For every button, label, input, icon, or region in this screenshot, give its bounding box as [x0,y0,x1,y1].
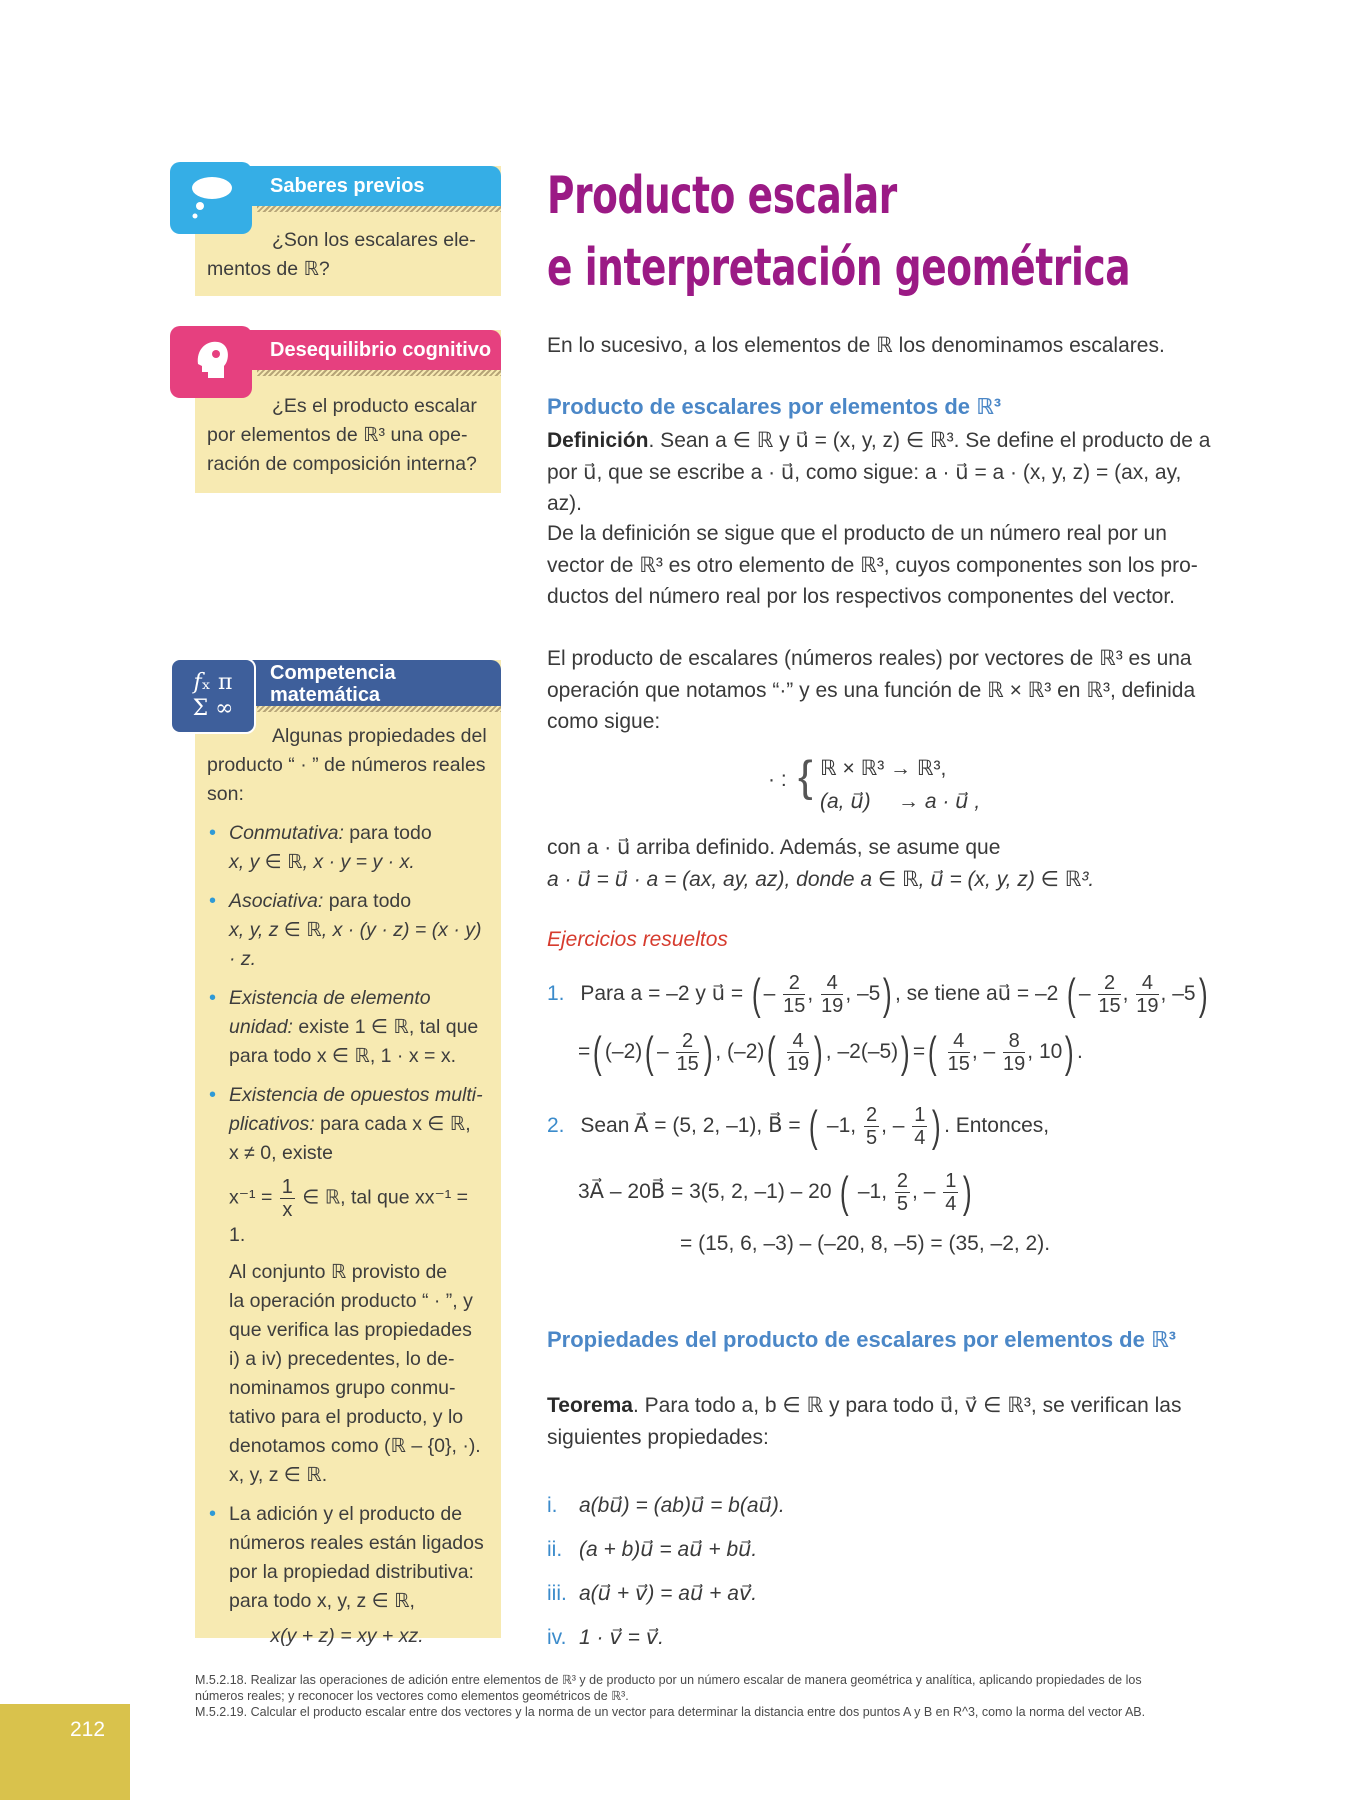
property-text: para todo [343,822,432,844]
property-text: para cada x ∈ ℝ, [314,1113,471,1135]
saberes-previos-text [207,226,487,284]
section-heading-product: Producto de escalares por elementos de ℝ³ [547,394,1002,419]
paren: ( [767,1027,777,1077]
definition-text: por u⃗, que se escribe a · u⃗, como sigue: a · u⃗ = a · (x, y, z) = (ax, ay, az). [547,460,1182,515]
example-2-line-3: = (15, 6, –3) – (–20, 8, –5) = (35, –2, 2). [680,1232,1051,1255]
property-name: plicativos: [229,1113,315,1135]
fraction [787,1030,809,1075]
property-formula: x, y ∈ ℝ, x · y = y · x. [229,851,415,873]
property-number: i. [547,1494,558,1517]
fraction-denominator: 4 [914,1127,926,1149]
fraction-numerator: 2 [1098,972,1120,995]
saberes-text-line: mentos de ℝ? [207,258,330,280]
group-paragraph [229,1258,487,1490]
distributive-formula: x(y + z) = xy + xz. [270,1625,424,1647]
fraction-numerator: 2 [676,1030,698,1053]
paren: ) [814,1027,823,1077]
definition-paragraph [547,425,1212,520]
paren: ) [901,1027,910,1077]
sign: – [1078,982,1091,1006]
footnote-line: números reales; y reconocer los vectores como elementos geométricos de ℝ³. [195,1689,629,1703]
text-line: El producto de escalares (números reales) por vectores de ℝ³ es una [547,647,1192,670]
title-line: Producto escalar [547,166,897,226]
paren: ) [1065,1027,1075,1077]
text-line: vector de ℝ³ es otro elemento de ℝ³, cuyos componentes son los pro- [547,553,1198,577]
fraction-numerator: 4 [821,972,843,995]
header-stripe [257,370,501,376]
fraction-denominator: 15 [947,1053,970,1075]
fraction-denominator: 15 [676,1053,699,1075]
text-line: como sigue: [547,710,661,733]
fraction-numerator: 2 [896,1170,909,1192]
property-formula: x ≠ 0, existe [229,1142,333,1164]
fraction-denominator: 15 [783,995,806,1017]
text-line: operación que notamos “·” y es una función de ℝ × ℝ³ en ℝ³, definida [547,678,1196,702]
fraction-denominator: 5 [896,1193,909,1215]
competencia-box [195,660,501,1647]
footnote-line: M.5.2.18. Realizar las operaciones de adición entre elementos de ℝ³ y de producto por un número escalar de manera geométrica y analítica, aplicando propiedades de los [195,1673,1142,1687]
fraction-numerator: 8 [1003,1030,1025,1053]
text-line: i) a iv) precedentes, lo de- [229,1348,455,1370]
fraction-denominator: 19 [786,1053,810,1075]
paren: ) [1198,969,1208,1019]
fraction [821,972,843,1017]
header-stripe [257,206,501,212]
text-line: x, y, z ∈ ℝ. [229,1464,328,1486]
assumption-line: con a · u⃗ arriba definido. Además, se asume que [547,836,1001,859]
paren: ) [932,1101,942,1151]
property-number: ii. [547,1538,563,1561]
theorem-text: siguientes propiedades: [547,1425,769,1449]
example-number: 1. [547,982,565,1006]
competencia-title-line: Competencia [270,662,396,684]
competencia-intro-line: Algunas propiedades del [272,725,487,747]
exercises-heading: Ejercicios resueltos [547,928,728,951]
property-name: Asociativa: [229,890,324,912]
property-name: Existencia de opuestos multi- [229,1084,483,1106]
map-line-2b: → a · u⃗ , [898,790,981,813]
fraction-numerator: 2 [865,1104,878,1126]
sign: – [656,1040,669,1064]
property-name: Conmutativa: [229,822,344,844]
property-distributive [207,1500,487,1616]
fraction-numerator: 4 [1136,972,1158,995]
paren: ) [703,1027,713,1077]
desequilibrio-text-line: por elementos de ℝ³ una ope- [207,424,468,446]
curriculum-footnote [195,1672,1210,1720]
fraction-denominator: 19 [1003,1053,1026,1075]
fraction [864,1104,879,1149]
text-line: De la definición se sigue que el producto de un número real por un [547,522,1167,545]
example-text: Sean A⃗ = (5, 2, –1), B⃗ = [580,1114,801,1138]
sign: – [983,1040,996,1064]
paren: ( [1067,969,1076,1019]
paragraph-consequence [547,518,1212,613]
example-text: se tiene au⃗ = –2 [906,982,1059,1006]
competencia-intro-line: son: [207,783,244,805]
saberes-previos-title: Saberes previos [270,175,425,197]
intro-paragraph: En lo sucesivo, a los elementos de ℝ los denominamos escalares. [547,334,1165,357]
map-symbol: · : [768,768,787,791]
property-name: Existencia de elemento [229,987,431,1009]
footnote-line: M.5.2.19. Calcular el producto escalar entre dos vectores y la norma de un vector para determinar la distancia entre dos puntos A y B en R^3, como la norma del vector AB. [195,1705,1146,1719]
paren: ) [883,969,893,1019]
theorem-paragraph [547,1390,1212,1453]
property-commutative [207,819,487,877]
equals: = [578,1040,591,1064]
fraction-numerator: 4 [787,1030,809,1053]
example-text: Para a = –2 y u⃗ = [580,982,744,1006]
section-heading-properties: Propiedades del producto de escalares por elementos de ℝ³ [547,1327,1176,1352]
paragraph-assumption [547,832,1212,895]
formula-part: x⁻¹ = [229,1186,273,1209]
competencia-title-line: matemática [270,684,381,706]
text-line: ductos del número real por los respectivos componentes del vector. [547,585,1176,608]
title-line: e interpretación geométrica [547,238,1131,298]
inverse-formula [229,1176,487,1250]
formula-part: ∈ ℝ, tal que xx⁻¹ = 1. [229,1186,469,1246]
property-formula: 1 · v⃗ = v⃗. [579,1626,664,1649]
sign: – [763,982,776,1006]
fraction-denominator: x [282,1199,293,1221]
property-formula: a(u⃗ + v⃗) = au⃗ + av⃗. [579,1582,758,1605]
assumption-line: a · u⃗ = u⃗ · a = (ax, ay, az), donde a ∈ ℝ, u⃗ = (x, y, z) ∈ ℝ³. [547,867,1095,891]
left-brace: { [798,752,813,801]
fraction-numerator: 2 [783,972,805,995]
text-line: denotamos como (ℝ – {0}, ·). [229,1435,481,1457]
desequilibrio-text-line: ración de composición interna? [207,453,477,475]
property-text: para todo [323,890,412,912]
definition-text: . Sean a ∈ ℝ y u⃗ = (x, y, z) ∈ ℝ³. Se define el producto de a [648,429,1211,452]
fraction [280,1176,295,1221]
fraction [943,1170,958,1215]
fraction-numerator: 1 [945,1170,957,1192]
fraction-numerator: 1 [914,1104,926,1126]
text-line: tativo para el producto, y lo [229,1406,464,1428]
text-line: • La adición y el producto de [229,1503,463,1525]
paren: ( [645,1027,655,1077]
property-item [547,1572,1147,1616]
page-number: 212 [70,1718,106,1741]
competencia-text [207,722,487,1651]
fraction [912,1104,927,1149]
text-line: para todo x, y, z ∈ ℝ, [229,1590,415,1612]
property-number: iii. [547,1582,567,1605]
fraction [948,1030,970,1075]
property-text: existe 1 ∈ ℝ, tal que [292,1016,479,1038]
competencia-title [270,662,396,706]
competencia-intro-line: producto “ · ” de números reales [207,754,486,776]
fraction-denominator: 5 [865,1127,878,1149]
property-item [547,1528,1147,1572]
text-line: que verifica las propiedades [229,1319,472,1341]
desequilibrio-title: Desequilibrio cognitivo [270,339,492,361]
text-line: por la propiedad distributiva: [229,1561,474,1583]
fraction [895,1170,910,1215]
paragraph-function [547,643,1212,738]
paren: ) [963,1167,973,1217]
fraction [1003,1030,1025,1075]
fraction [1098,972,1120,1017]
property-associative [207,887,487,974]
example-number: 2. [547,1114,565,1138]
saberes-text-line: ¿Son los escalares ele- [272,229,476,251]
fraction-denominator: 15 [1098,995,1121,1017]
properties-list [547,1484,1147,1660]
example-2-line-1: 2. Sean A⃗ = (5, 2, –1), B⃗ = ( –1, $\frac{2}{5}$ , – $\frac{1}{4}$ ) . Entonces, [547,1101,1050,1151]
property-formula: (a + b)u⃗ = au⃗ + bu⃗. [579,1538,758,1561]
desequilibrio-text-line: ¿Es el producto escalar [272,395,477,417]
property-inverse [207,1081,487,1490]
definition-label: Definición [547,429,649,452]
fraction-denominator: 19 [1136,995,1159,1017]
fraction-denominator: 4 [945,1193,957,1215]
desequilibrio-text [207,392,487,479]
math-symbols-icon: 𝑓ₓ π Σ ∞ [170,658,256,734]
text-line: números reales están ligados [229,1532,484,1554]
property-item [547,1616,1147,1660]
fraction [676,1030,698,1075]
example-1-line-2: =( (–2)( – $\frac{2}{15}$ ) , (–2)( $\frac{4}{19}$ ) , –2(–5)) =( $\frac{4}{15}$ , – $\frac{8}{19}$ , 10) . [578,1027,1083,1077]
example-1-line-1: 1. Para a = –2 y u⃗ = ( – $\frac{2}{15}$ , $\frac{4}{19}$ , –5) , se tiene au⃗ = –2 ( – $\frac{2}{15}$ , $\frac{4}{19}$ , –5) [547,969,1208,1019]
property-formula: para todo x ∈ ℝ, 1 · x = x. [229,1045,456,1067]
paren: ( [593,1027,602,1077]
page-number-bar [0,1704,130,1800]
sign: – [892,1114,905,1138]
head-profile-icon [170,326,252,398]
text-line: nominamos grupo conmu- [229,1377,456,1399]
text-line: la operación producto “ · ”, y [229,1290,473,1312]
map-line-2a: (a, u⃗) [820,790,871,813]
paren: ( [840,1167,850,1217]
sign: – [923,1180,936,1204]
example-text: . Entonces, [944,1114,1050,1138]
fraction-denominator: 19 [821,995,844,1017]
property-item [547,1484,1147,1528]
property-identity [207,984,487,1071]
paren: ( [928,1027,937,1077]
fraction [1136,972,1158,1017]
fraction-numerator: 4 [948,1030,970,1053]
header-stripe [257,706,501,712]
fraction-numerator: 1 [281,1176,293,1198]
theorem-text: . Para todo a, b ∈ ℝ y para todo u⃗, v⃗ ∈ ℝ³, se verifican las [632,1394,1182,1417]
property-formula: x, y, z ∈ ℝ, x · (y · z) = (x · y) · z. [229,919,482,970]
property-formula: a(bu⃗) = (ab)u⃗ = b(au⃗). [579,1494,785,1517]
paren: ( [751,969,761,1019]
text-line: Al conjunto ℝ provisto de [229,1261,448,1283]
map-line-1: ℝ × ℝ³ → ℝ³, [820,757,947,780]
paren: ( [809,1101,819,1151]
page-title [547,160,1130,304]
property-name: unidad: [229,1016,293,1038]
property-number: iv. [547,1626,567,1649]
example-2-line-2: 3A⃗ – 20B⃗ = 3(5, 2, –1) – 20 ( –1, $\frac{2}{5}$ , – $\frac{1}{4}$ ) [578,1167,973,1217]
fraction [783,972,805,1017]
example-text: 3A⃗ – 20B⃗ = 3(5, 2, –1) – 20 [578,1180,832,1204]
theorem-label: Teorema [547,1394,633,1417]
thought-cloud-icon [170,162,252,234]
